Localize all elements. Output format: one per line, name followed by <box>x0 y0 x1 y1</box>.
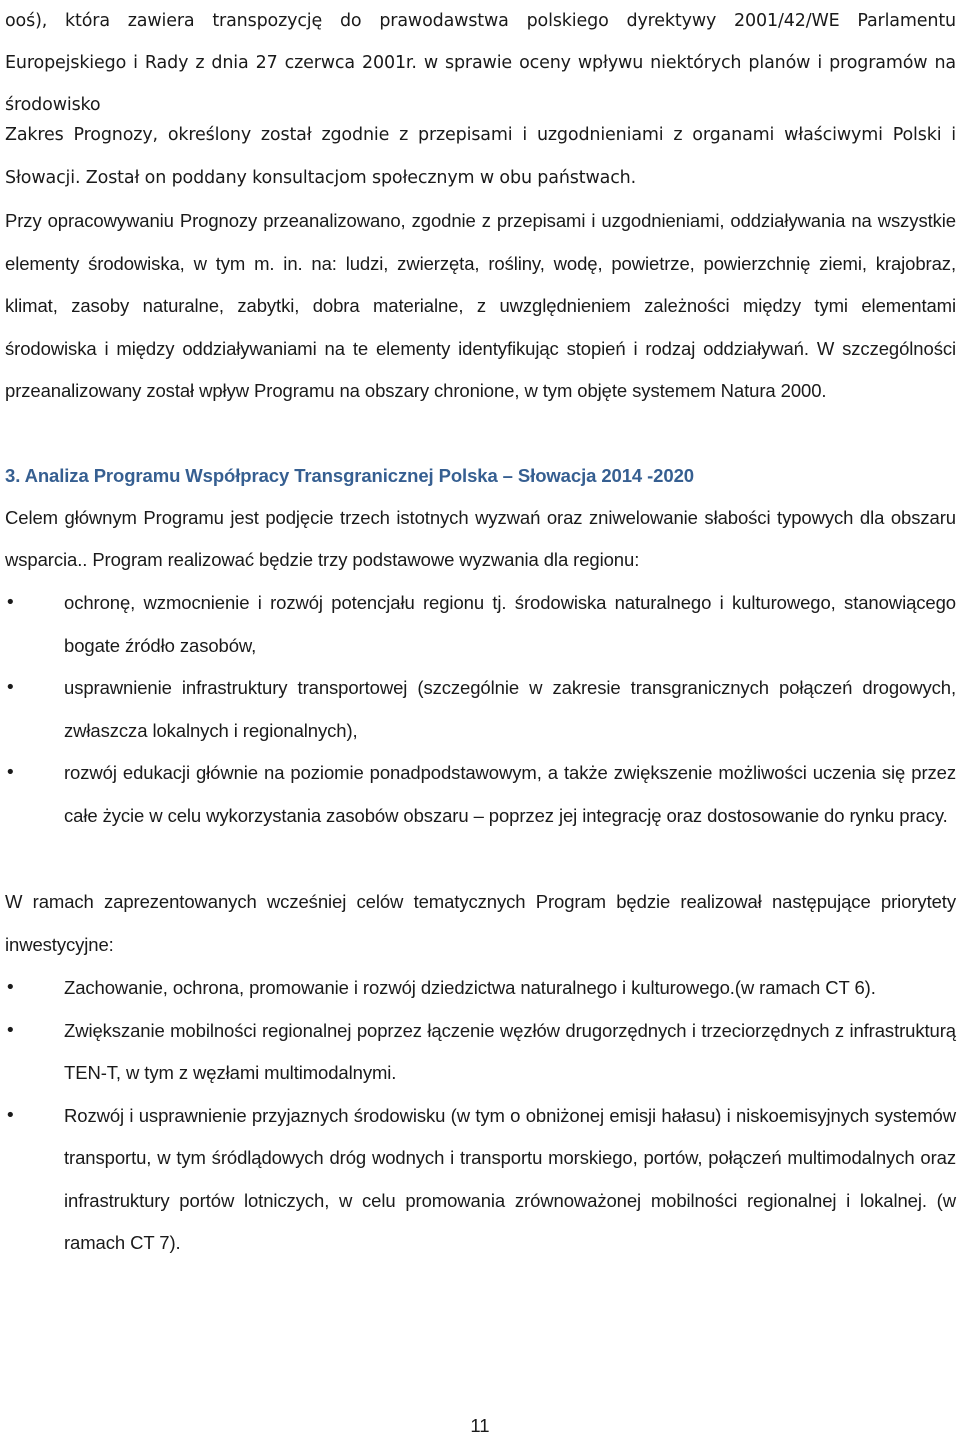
bullet-icon: • <box>5 592 16 613</box>
bullet-icon: • <box>5 677 16 698</box>
scope-paragraph: Zakres Prognozy, określony został zgodnie z przepisami i uzgodnieniami z organami właściwymi Polski i Słowacji. Został on poddany konsultacjom społecznym w obu państwach. <box>5 125 956 188</box>
list-item <box>5 1010 956 1095</box>
list-item <box>5 667 956 752</box>
list-item <box>5 1095 956 1265</box>
priorities-paragraph: W ramach zaprezentowanych wcześniej celów tematycznych Program będzie realizował następujące priorytety inwestycyjne: <box>5 891 956 955</box>
list-item-text: usprawnienie infrastruktury transportowej (szczególnie w zakresie transgranicznych połączeń drogowych, zwłaszcza lokalnych i regionalnych), <box>64 677 956 741</box>
priorities-list <box>5 967 956 1265</box>
list-item-text: rozwój edukacji głównie na poziomie ponadpodstawowym, a także zwiększenie możliwości uczenia się przez całe życie w celu wykorzystania zasobów obszaru – poprzez jej integrację oraz dostosowanie do rynku pracy. <box>64 762 956 826</box>
bullet-icon: • <box>5 762 16 783</box>
list-item <box>5 582 956 667</box>
list-item-text: Rozwój i usprawnienie przyjaznych środowisku (w tym o obniżonej emisji hałasu) i niskoemisyjnych systemów transportu, w tym śródlądowych dróg wodnych i transportu morskiego, portów, połączeń multimodalnych oraz infrastruktury portów lotniczych, w celu promowania zrównoważonej mobilności regionalnej i lokalnej. (w ramach CT 7). <box>64 1104 956 1253</box>
bullet-icon: • <box>5 977 16 998</box>
section-heading: 3. Analiza Programu Współpracy Transgranicznej Polska – Słowacja 2014 -2020 <box>5 465 694 486</box>
intro-paragraph: ooś), która zawiera transpozycję do prawodawstwa polskiego dyrektywy 2001/42/WE Parlamentu Europejskiego i Rady z dnia 27 czerwca 2001r. w sprawie oceny wpływu niektórych planów i programów na środowisko <box>5 11 956 115</box>
list-item-text: ochronę, wzmocnienie i rozwój potencjału regionu tj. środowiska naturalnego i kulturowego, stanowiącego bogate źródło zasobów, <box>64 592 956 656</box>
bullet-icon: • <box>5 1104 16 1126</box>
list-item-text: Zwiększanie mobilności regionalnej poprzez łączenie węzłów drugorzędnych i trzeciorzędnych z infrastrukturą TEN-T, w tym z węzłami multimodalnymi. <box>64 1019 956 1083</box>
list-item <box>5 967 956 1010</box>
list-item <box>5 752 956 837</box>
analysis-paragraph: Przy opracowywaniu Prognozy przeanalizowano, zgodnie z przepisami i uzgodnieniami, oddziaływania na wszystkie elementy środowiska, w tym m. in. na: ludzi, zwierzęta, rośliny, wodę, powietrze, powierzchnię ziemi, krajobraz, klimat, zasoby naturalne, zabytki, dobra materialne, z uwzględnieniem zależności między tymi elementami środowiska i między oddziaływaniami na te elementy identyfikując stopień i rodzaj oddziaływań. W szczególności przeanalizowany został wpływ Programu na obszary chronione, w tym objęte systemem Natura 2000. <box>5 210 956 402</box>
goal-paragraph: Celem głównym Programu jest podjęcie trzech istotnych wyzwań oraz zniwelowanie słabości typowych dla obszaru wsparcia.. Program realizować będzie trzy podstawowe wyzwania dla regionu: <box>5 507 956 570</box>
challenges-list <box>5 582 956 837</box>
list-item-text: Zachowanie, ochrona, promowanie i rozwój dziedzictwa naturalnego i kulturowego.(w ramach CT 6). <box>64 977 876 998</box>
bullet-icon: • <box>5 1019 16 1041</box>
page-number: 11 <box>470 1415 490 1436</box>
